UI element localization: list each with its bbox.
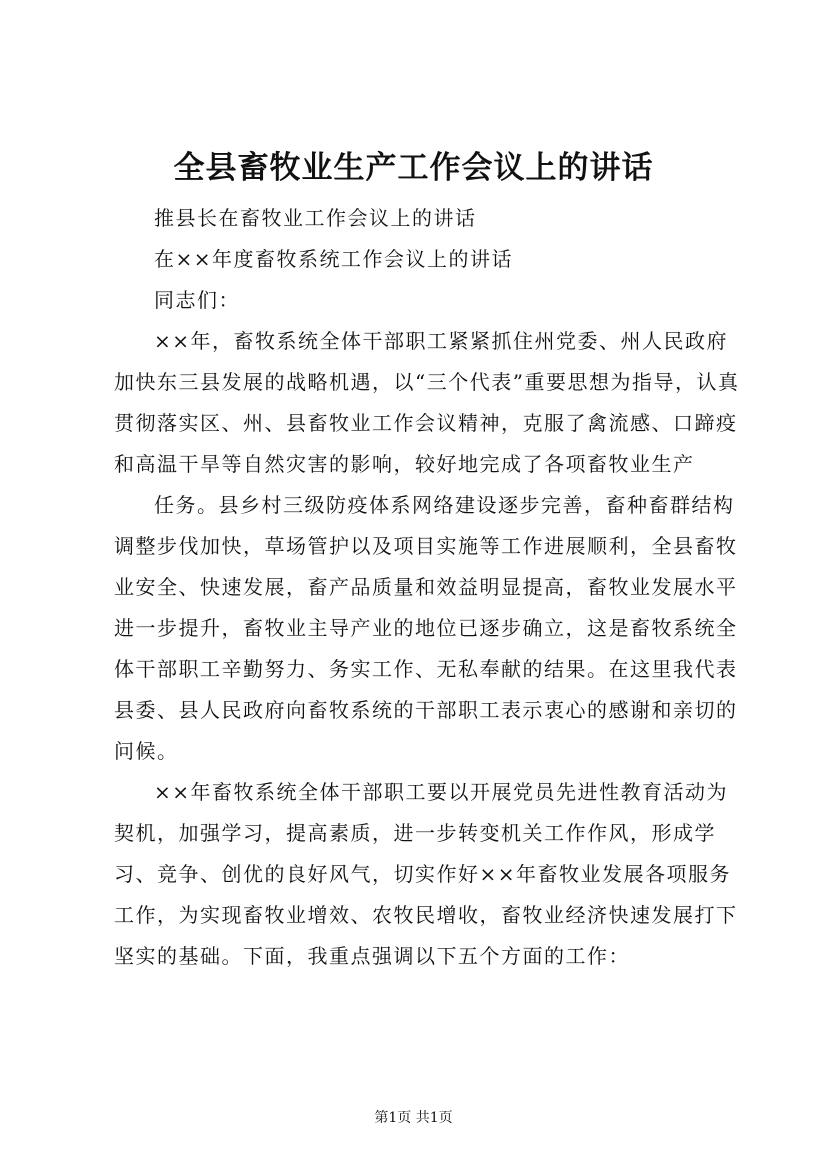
paragraph-subtitle-1: 推县长在畜牧业工作会议上的讲话 [154,206,477,230]
paragraph-body-1: ××年，畜牧系统全体干部职工紧紧抓住州党委、州人民政府加快东三县发展的战略机遇，以“三个代表”重要思想为指导，认真贯彻落实区、州、县畜牧业工作会议精神，克服了禽流感、口蹄疫和高温干旱等自然灾害的影响，较好地完成了各项畜牧业生产 [114,329,740,476]
paragraph-subtitle-2: 在××年度畜牧系统工作会议上的讲话 [154,247,514,271]
paragraph-body-2: 任务。县乡村三级防疫体系网络建设逐步完善，畜种畜群结构调整步伐加快，草场管护以及项目实施等工作进展顺利，全县畜牧业安全、快速发展，畜产品质量和效益明显提高，畜牧业发展水平进一步提升，畜牧业主导产业的地位已逐步确立，这是畜牧系统全体干部职工辛勤努力、务实工作、无私奉献的结果。在这里我代表县委、县人民政府向畜牧系统的干部职工表示衷心的感谢和亲切的问候。 [114,493,738,763]
paragraph-salutation: 同志们： [154,288,240,312]
page-footer: 第1页 共1页 [374,1110,453,1126]
document-body [114,198,744,977]
document-title: 全县畜牧业生产工作会议上的讲话 [173,150,654,186]
paragraph-body-3: ××年畜牧系统全体干部职工要以开展党员先进性教育活动为契机，加强学习，提高素质，进一步转变机关工作作风，形成学习、竞争、创优的良好风气，切实作好××年畜牧业发展各项服务工作，为实现畜牧业增效、农牧民增收，畜牧业经济快速发展打下坚实的基础。下面，我重点强调以下五个方面的工作： [114,780,738,968]
